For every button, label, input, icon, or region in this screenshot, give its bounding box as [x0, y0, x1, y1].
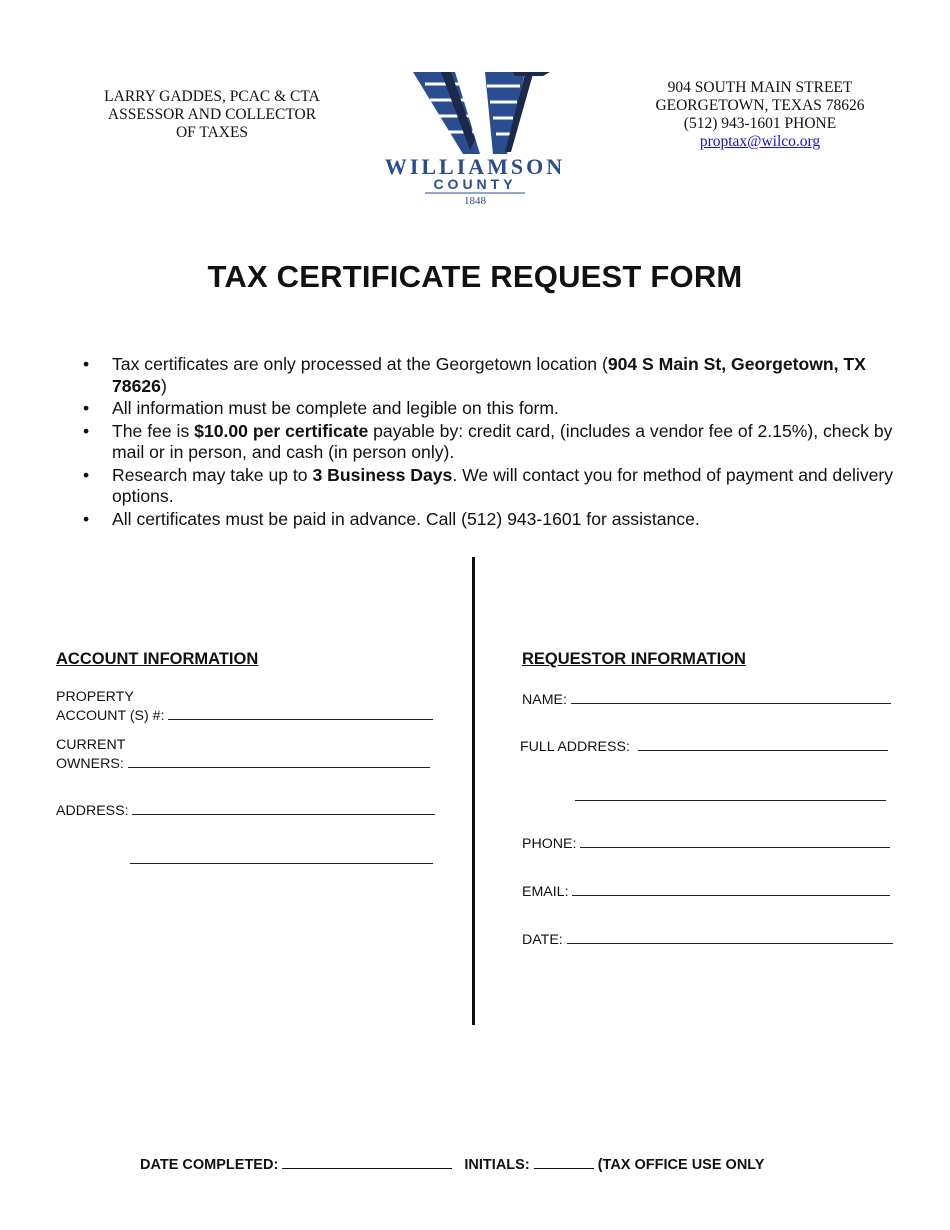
street-address: 904 SOUTH MAIN STREET	[667, 79, 853, 96]
property-account-field	[56, 689, 433, 725]
email-link[interactable]: proptax@wilco.org	[699, 133, 821, 150]
name-label: NAME:	[522, 692, 567, 708]
full-address-field	[520, 737, 888, 756]
assessor-block	[92, 88, 332, 142]
date-completed-input[interactable]	[282, 1155, 452, 1169]
logo-year: 1848	[464, 195, 486, 207]
list-item: • Research may take up to 3 Business Days. We will contact you for method of payment and delivery options.	[83, 464, 894, 506]
logo-name: WILLIAMSON	[384, 154, 566, 179]
williamson-county-logo	[375, 70, 575, 210]
phone-number: (512) 943-1601 PHONE	[683, 115, 837, 132]
owners-label: OWNERS:	[56, 756, 124, 772]
list-item: • All certificates must be paid in advance. Call (512) 943-1601 for assistance.	[83, 508, 700, 529]
phone-label: PHONE:	[522, 836, 577, 852]
w-logo-icon	[375, 70, 575, 210]
office-use-note: (TAX OFFICE USE ONLY	[597, 1157, 765, 1173]
property-label: PROPERTY	[56, 689, 134, 705]
phone-input[interactable]	[580, 834, 890, 848]
office-address-block	[640, 79, 880, 151]
requestor-section-title: REQUESTOR INFORMATION	[522, 650, 746, 668]
initials-label: INITIALS:	[464, 1157, 530, 1173]
full-address-label: FULL ADDRESS:	[520, 739, 630, 755]
account-section-title: ACCOUNT INFORMATION	[56, 650, 259, 668]
current-label: CURRENT	[56, 737, 126, 753]
column-divider	[472, 557, 475, 1025]
full-address-input-line-2[interactable]	[575, 787, 886, 801]
phone-field	[522, 834, 890, 853]
date-input[interactable]	[567, 930, 893, 944]
owners-input[interactable]	[128, 754, 430, 768]
full-address-input[interactable]	[638, 737, 888, 751]
date-field	[522, 930, 893, 949]
office-use-footer	[140, 1155, 764, 1173]
form-title: TAX CERTIFICATE REQUEST FORM	[207, 259, 743, 294]
address-input-line-2[interactable]	[130, 850, 433, 864]
assessor-title-cont: OF TAXES	[175, 124, 249, 141]
current-owners-field	[56, 737, 430, 773]
date-label: DATE:	[522, 932, 563, 948]
email-input[interactable]	[572, 882, 890, 896]
email-label: EMAIL:	[522, 884, 569, 900]
instructions-list	[80, 354, 900, 531]
address-label: ADDRESS:	[56, 803, 129, 819]
account-address-field	[56, 801, 435, 820]
email-field	[522, 882, 890, 901]
name-input[interactable]	[571, 690, 891, 704]
list-item: • Tax certificates are only processed at the Georgetown location (904 S Main St, Georgetown, TX 78626)	[83, 354, 866, 396]
list-item: • The fee is $10.00 per certificate payable by: credit card, (includes a vendor fee of 2.15%), check by mail or in person, and cash (in person only).	[83, 420, 893, 462]
logo-county: COUNTY	[433, 176, 517, 192]
initials-input[interactable]	[534, 1155, 594, 1169]
address-input[interactable]	[132, 801, 435, 815]
assessor-name: LARRY GADDES, PCAC & CTA	[104, 88, 320, 105]
date-completed-label: DATE COMPLETED:	[140, 1157, 279, 1173]
city-state-zip: GEORGETOWN, TEXAS 78626	[655, 97, 865, 114]
assessor-title: ASSESSOR AND COLLECTOR	[107, 106, 317, 123]
list-item: • All information must be complete and legible on this form.	[83, 398, 559, 418]
account-number-label: ACCOUNT (S) #:	[56, 708, 165, 724]
name-field	[522, 690, 891, 709]
account-number-input[interactable]	[168, 706, 433, 720]
